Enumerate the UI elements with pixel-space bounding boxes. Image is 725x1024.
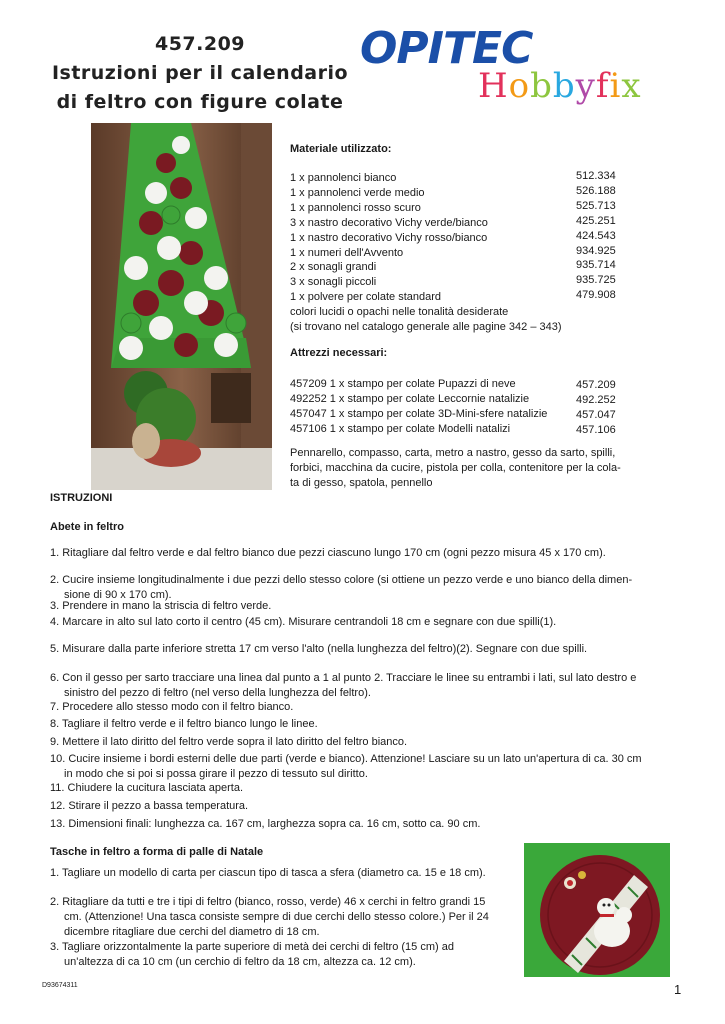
step-4: 4. Marcare in alto sul lato corto il centro (45 cm). Misurare centrandoli 18 cm e segnare con due spilli(1).	[50, 616, 557, 628]
step-9: 9. Mettere il lato diritto del feltro verde sopra il lato diritto del feltro bianco.	[50, 736, 408, 748]
article-number: 425.251	[576, 214, 616, 227]
article-number: 525.713	[576, 199, 616, 212]
tools-list	[290, 377, 547, 437]
article-number: 424.543	[576, 229, 616, 242]
page-number: 1	[674, 982, 682, 997]
pocket-step-3: 3. Tagliare orizzontalmente la parte superiore di metà dei cerchi di feltro (15 cm) ad un'altezza di ca 10 cm (un cerchio di feltro da 18 cm, altezza ca. 12 cm).	[50, 941, 454, 968]
list-item: 457209 1 x stampo per colate Pupazzi di neve	[290, 378, 516, 390]
felt-pocket-photo	[524, 843, 670, 977]
list-item: (si trovano nel catalogo generale alle pagine 342 – 343)	[290, 321, 562, 334]
article-number: 526.188	[576, 184, 616, 197]
tools-codes	[576, 378, 616, 438]
step-6: 6. Con il gesso per sarto tracciare una linea dal punto a 1 al punto 2. Tracciare le linee su entrambi i lati, sul lato destro e sinistro del pezzo di feltro (nel verso della lunghezza del feltro).	[50, 672, 637, 699]
list-item: 1 x pannolenci rosso scuro	[290, 201, 421, 214]
list-item: 3 x sonagli piccoli	[290, 276, 377, 289]
step-10: 10. Cucire insieme i bordi esterni delle due parti (verde e bianco). Attenzione! Lasciare su un lato un'apertura di ca. 30 cm in modo che si poi si possa girare il pezzo di tessuto sul diritto.	[50, 753, 642, 780]
tools-heading: Attrezzi necessari:	[290, 347, 388, 359]
felt-tree-photo	[91, 123, 272, 490]
article-number: 457.209	[576, 379, 616, 391]
step-3: 3. Prendere in mano la striscia di feltro verde.	[50, 600, 272, 612]
step-7: 7. Procedere allo stesso modo con il feltro bianco.	[50, 701, 294, 713]
pocket-step-2: 2. Ritagliare da tutti e tre i tipi di feltro (bianco, rosso, verde) 46 x cerchi in feltro grandi 15 cm. (Attenzione! Una tasca consiste sempre di due cerchi dello stesso colore.) Per il 24 dicembre ritagliare due cerchi del diametro di 18 cm.	[50, 896, 489, 938]
step-5: 5. Misurare dalla parte inferiore stretta 17 cm verso l'alto (nella lunghezza del feltro)(2). Segnare con due spilli.	[50, 643, 588, 655]
section-heading-tree: Abete in feltro	[50, 521, 124, 533]
opitec-logo: OPITEC	[360, 23, 533, 74]
materials-list	[290, 171, 562, 335]
tools-misc: Pennarello, compasso, carta, metro a nastro, gesso da sarto, spilli, forbici, macchina da cucire, pistola per colla, contenitore per la cola- ta di gesso, spatola, pennello	[290, 447, 621, 489]
step-8: 8. Tagliare il feltro verde e il feltro bianco lungo le linee.	[50, 718, 318, 730]
step-12: 12. Stirare il pezzo a bassa temperatura.	[50, 800, 249, 812]
article-number: 457.106	[576, 423, 616, 436]
list-item: 457047 1 x stampo per colate 3D-Mini-sfere natalizie	[290, 407, 548, 420]
document-title	[40, 30, 360, 117]
list-item: 1 x pannolenci bianco	[290, 172, 397, 184]
hobbyfix-logo: Hobbyfix	[478, 66, 642, 106]
step-13: 13. Dimensioni finali: lunghezza ca. 167 cm, larghezza sopra ca. 16 cm, sotto ca. 90 cm.	[50, 818, 481, 830]
list-item: colori lucidi o opachi nelle tonalità desiderate	[290, 306, 509, 319]
article-number: 935.725	[576, 274, 616, 287]
list-item: 2 x sonagli grandi	[290, 261, 377, 274]
list-item: 457106 1 x stampo per colate Modelli natalizi	[290, 422, 511, 435]
article-number: 934.925	[576, 244, 616, 257]
article-number: 457.047	[576, 408, 616, 421]
step-2: 2. Cucire insieme longitudinalmente i due pezzi dello stesso colore (si ottiene un pezzo verde e uno bianco della dimen- sione di 90 x 170 cm).	[50, 574, 633, 601]
document-id: D93674311	[42, 982, 78, 989]
step-1: 1. Ritagliare dal feltro verde e dal feltro bianco due pezzi ciascuno lungo 170 cm (ogni pezzo misura 45 x 170 cm).	[50, 547, 606, 559]
materials-heading: Materiale utilizzato:	[290, 143, 392, 155]
title-line-1: Istruzioni per il calendario	[51, 62, 349, 84]
section-heading-pockets: Tasche in feltro a forma di palle di Natale	[50, 846, 264, 858]
list-item: 1 x numeri dell'Avvento	[290, 246, 404, 259]
materials-codes	[576, 169, 616, 303]
title-line-2: di feltro con figure colate	[56, 91, 344, 113]
pocket-step-1: 1. Tagliare un modello di carta per ciascun tipo di tasca a sfera (diametro ca. 15 e 18 cm).	[50, 867, 486, 879]
article-number: 512.334	[576, 170, 616, 182]
list-item: 1 x polvere per colate standard	[290, 291, 442, 304]
article-number: 479.908	[576, 289, 616, 302]
list-item: 492252 1 x stampo per colate Leccornie natalizie	[290, 392, 530, 405]
list-item: 3 x nastro decorativo Vichy verde/bianco	[290, 216, 488, 229]
list-item: 1 x pannolenci verde medio	[290, 186, 425, 199]
list-item: 1 x nastro decorativo Vichy rosso/bianco	[290, 231, 488, 244]
article-number: 935.714	[576, 259, 616, 272]
step-11: 11. Chiudere la cucitura lasciata aperta.	[50, 782, 244, 794]
article-code: 457.209	[154, 33, 246, 55]
article-number: 492.252	[576, 393, 616, 406]
instructions-heading: ISTRUZIONI	[50, 492, 113, 504]
